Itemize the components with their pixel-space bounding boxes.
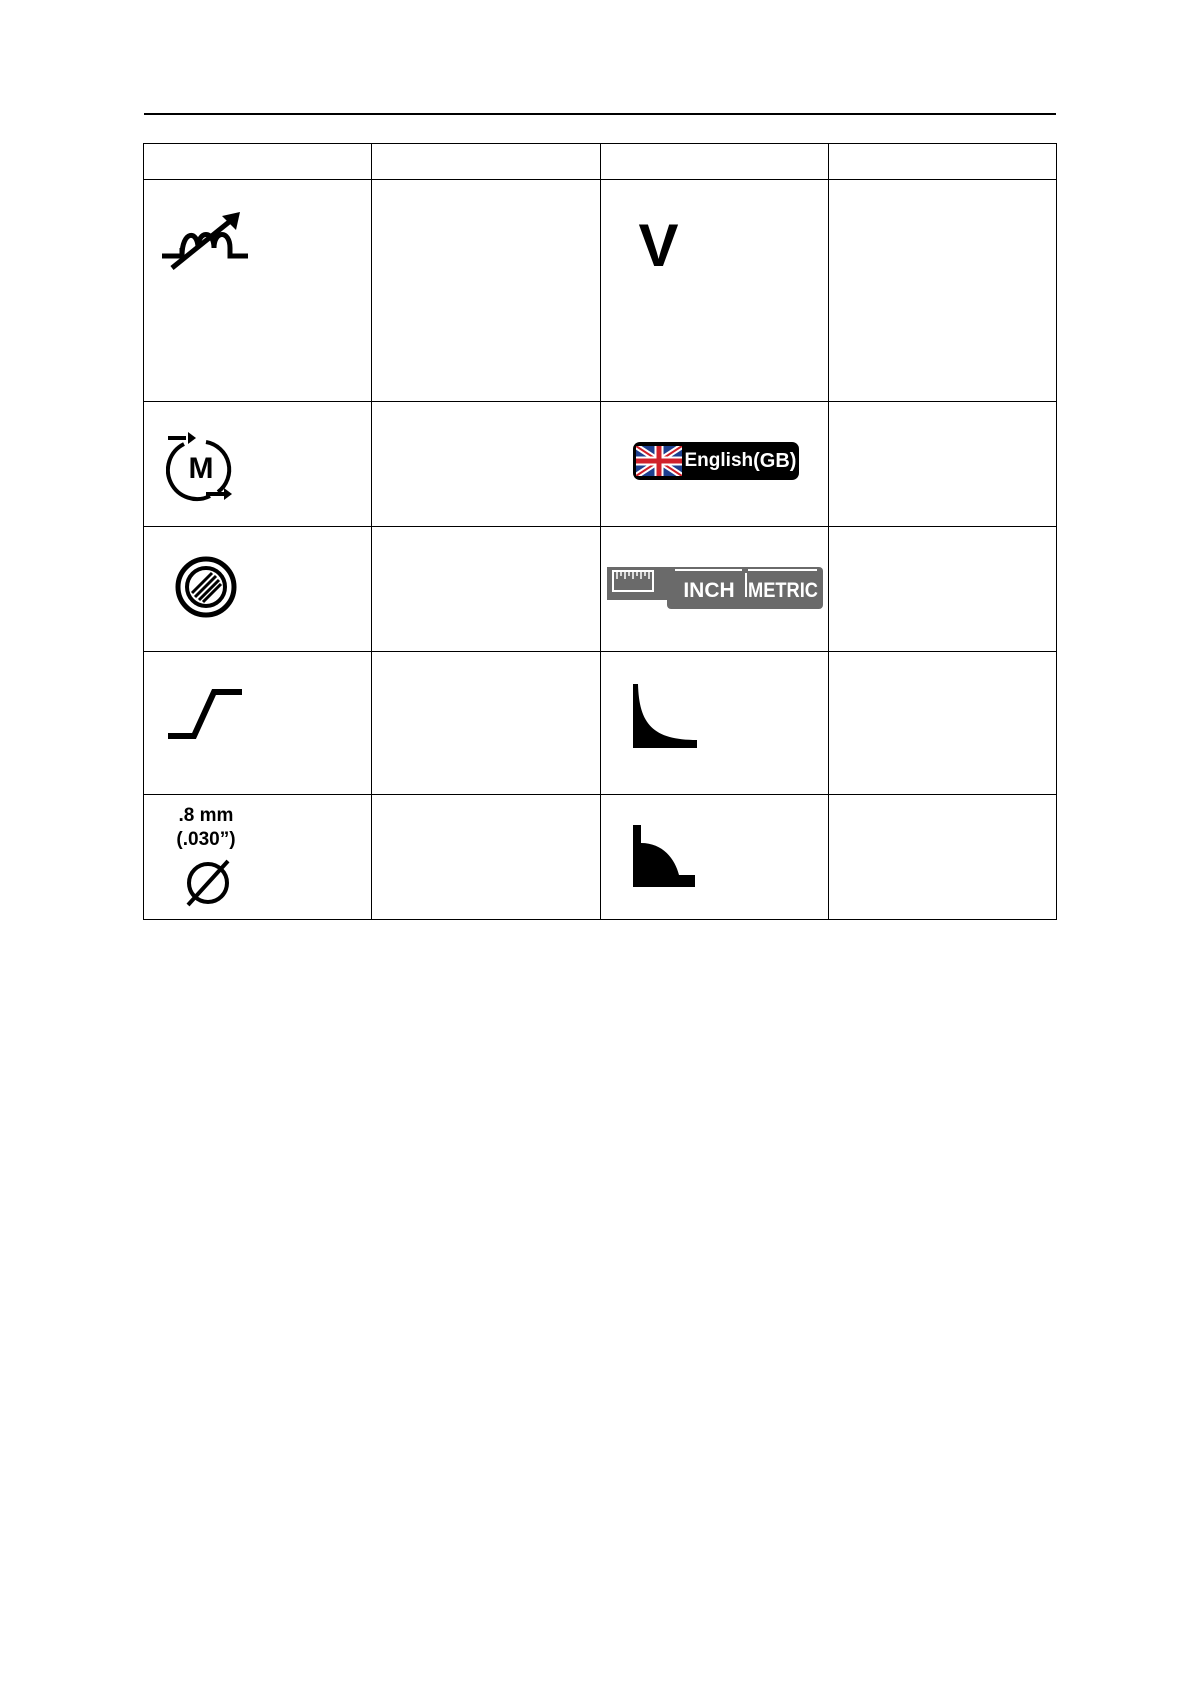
header-cell	[600, 144, 828, 180]
table-row	[144, 527, 1057, 652]
symbol-cell	[600, 180, 828, 402]
description-cell	[372, 527, 600, 652]
symbol-cell	[600, 402, 828, 527]
symbol-cell	[144, 527, 372, 652]
table-row	[144, 180, 1057, 402]
symbol-cell	[144, 402, 372, 527]
description-cell	[828, 527, 1056, 652]
table-header-row	[144, 144, 1057, 180]
symbol-cell	[600, 795, 828, 920]
description-cell	[828, 652, 1056, 795]
table-row	[144, 652, 1057, 795]
symbol-table	[143, 143, 1057, 920]
description-cell	[372, 402, 600, 527]
wire-size-metric: .8 mm	[178, 805, 234, 826]
cc-curve-icon	[633, 825, 697, 887]
units-toggle-icon	[607, 567, 823, 609]
table-row	[144, 795, 1057, 920]
symbol-cell	[600, 527, 828, 652]
memory-letter: M	[188, 452, 214, 485]
description-cell	[828, 795, 1056, 920]
header-cell	[372, 144, 600, 180]
header-rule	[144, 113, 1056, 115]
ramp-up-icon	[166, 688, 246, 742]
description-cell	[828, 402, 1056, 527]
wire-size-imperial: (.030”)	[176, 829, 236, 850]
memory-recall-icon	[166, 432, 236, 502]
units-inch-label: INCH	[682, 579, 735, 602]
header-cell	[828, 144, 1056, 180]
cv-curve-icon	[633, 684, 699, 748]
voltage-icon: V	[638, 212, 679, 279]
wire-diameter-icon	[184, 859, 232, 907]
description-cell	[372, 180, 600, 402]
language-label: English	[684, 450, 754, 471]
symbol-cell	[600, 652, 828, 795]
description-cell	[828, 180, 1056, 402]
inductance-adjust-icon	[160, 208, 252, 274]
language-region: (GB)	[753, 449, 797, 472]
description-cell	[372, 795, 600, 920]
wire-material-icon	[174, 555, 238, 619]
header-cell	[144, 144, 372, 180]
symbol-cell	[144, 795, 372, 920]
uk-flag-icon	[636, 446, 682, 476]
language-badge-icon	[633, 442, 799, 480]
units-metric-label: METRIC	[747, 579, 818, 602]
description-cell	[372, 652, 600, 795]
symbol-cell	[144, 180, 372, 402]
table-row	[144, 402, 1057, 527]
symbol-cell	[144, 652, 372, 795]
